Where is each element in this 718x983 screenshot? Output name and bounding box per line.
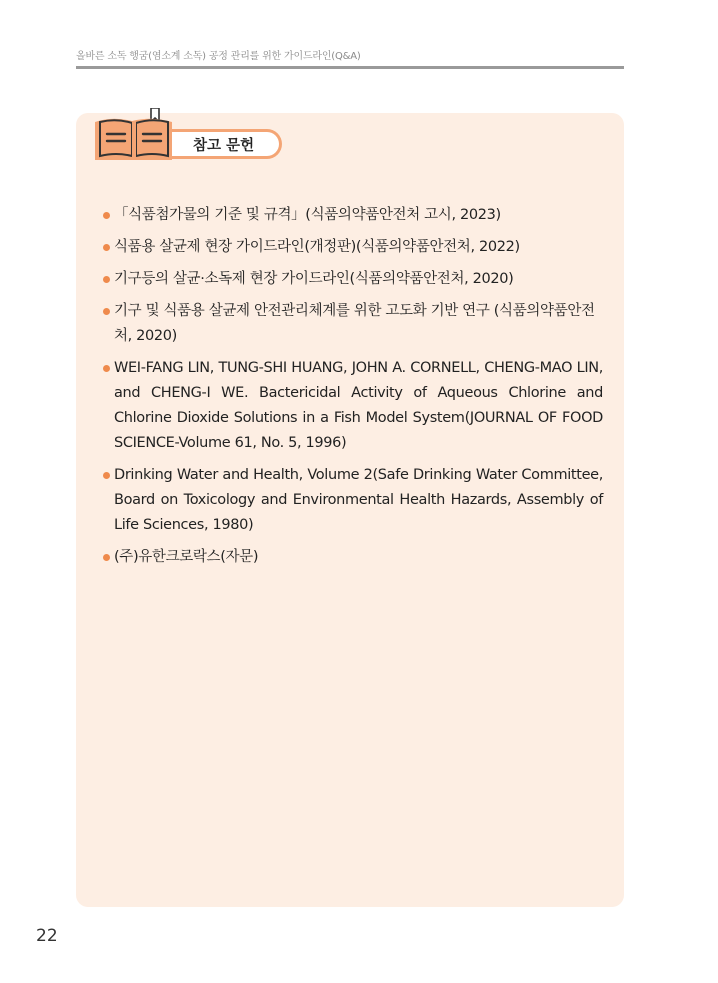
reference-list (103, 203, 603, 570)
bullet-dot-icon (103, 308, 110, 315)
reference-text: 기구 및 식품용 살균제 안전관리체계를 위한 고도화 기반 연구 (식품의약품안전처, 2020) (114, 303, 595, 344)
header-divider (76, 66, 624, 69)
reference-item (103, 545, 603, 570)
bullet-dot-icon (103, 244, 110, 251)
reference-text: 식품용 살균제 현장 가이드라인(개정판)(식품의약품안전처, 2022) (114, 239, 520, 255)
bullet-dot-icon (103, 365, 110, 372)
bullet-dot-icon (103, 554, 110, 561)
running-header: 올바른 소독 행굼(염소계 소독) 공정 관리를 위한 가이드라인(Q&A) (76, 51, 361, 62)
bullet-dot-icon (103, 212, 110, 219)
reference-item (103, 299, 603, 349)
bullet-dot-icon (103, 276, 110, 283)
reference-text: (주)유한크로락스(자문) (114, 549, 259, 565)
reference-item (103, 267, 603, 292)
bullet-dot-icon (103, 472, 110, 479)
reference-item (103, 463, 603, 538)
page-number: 22 (36, 926, 58, 946)
section-title: 참고 문헌 (193, 138, 255, 154)
reference-text: Drinking Water and Health, Volume 2(Safe Drinking Water Committee, Board on Toxicology and Environmental Health Hazards, Assembly of Life Sciences, 1980) (114, 467, 603, 533)
open-book-icon (92, 108, 176, 164)
reference-text: 기구등의 살균·소독제 현장 가이드라인(식품의약품안전처, 2020) (114, 271, 514, 287)
reference-item (103, 356, 603, 456)
reference-text: WEI-FANG LIN, TUNG-SHI HUANG, JOHN A. CORNELL, CHENG-MAO LIN, and CHENG-I WE. Bactericidal Activity of Aqueous Chlorine and Chlorine Dioxide Solutions in a Fish Model System(JOURNAL OF FOOD SCIENCE-Volume 61, No. 5, 1996) (114, 360, 603, 451)
reference-item (103, 203, 603, 228)
reference-item (103, 235, 603, 260)
reference-text: 「식품첨가물의 기준 및 규격」(식품의약품안전처 고시, 2023) (114, 207, 501, 223)
